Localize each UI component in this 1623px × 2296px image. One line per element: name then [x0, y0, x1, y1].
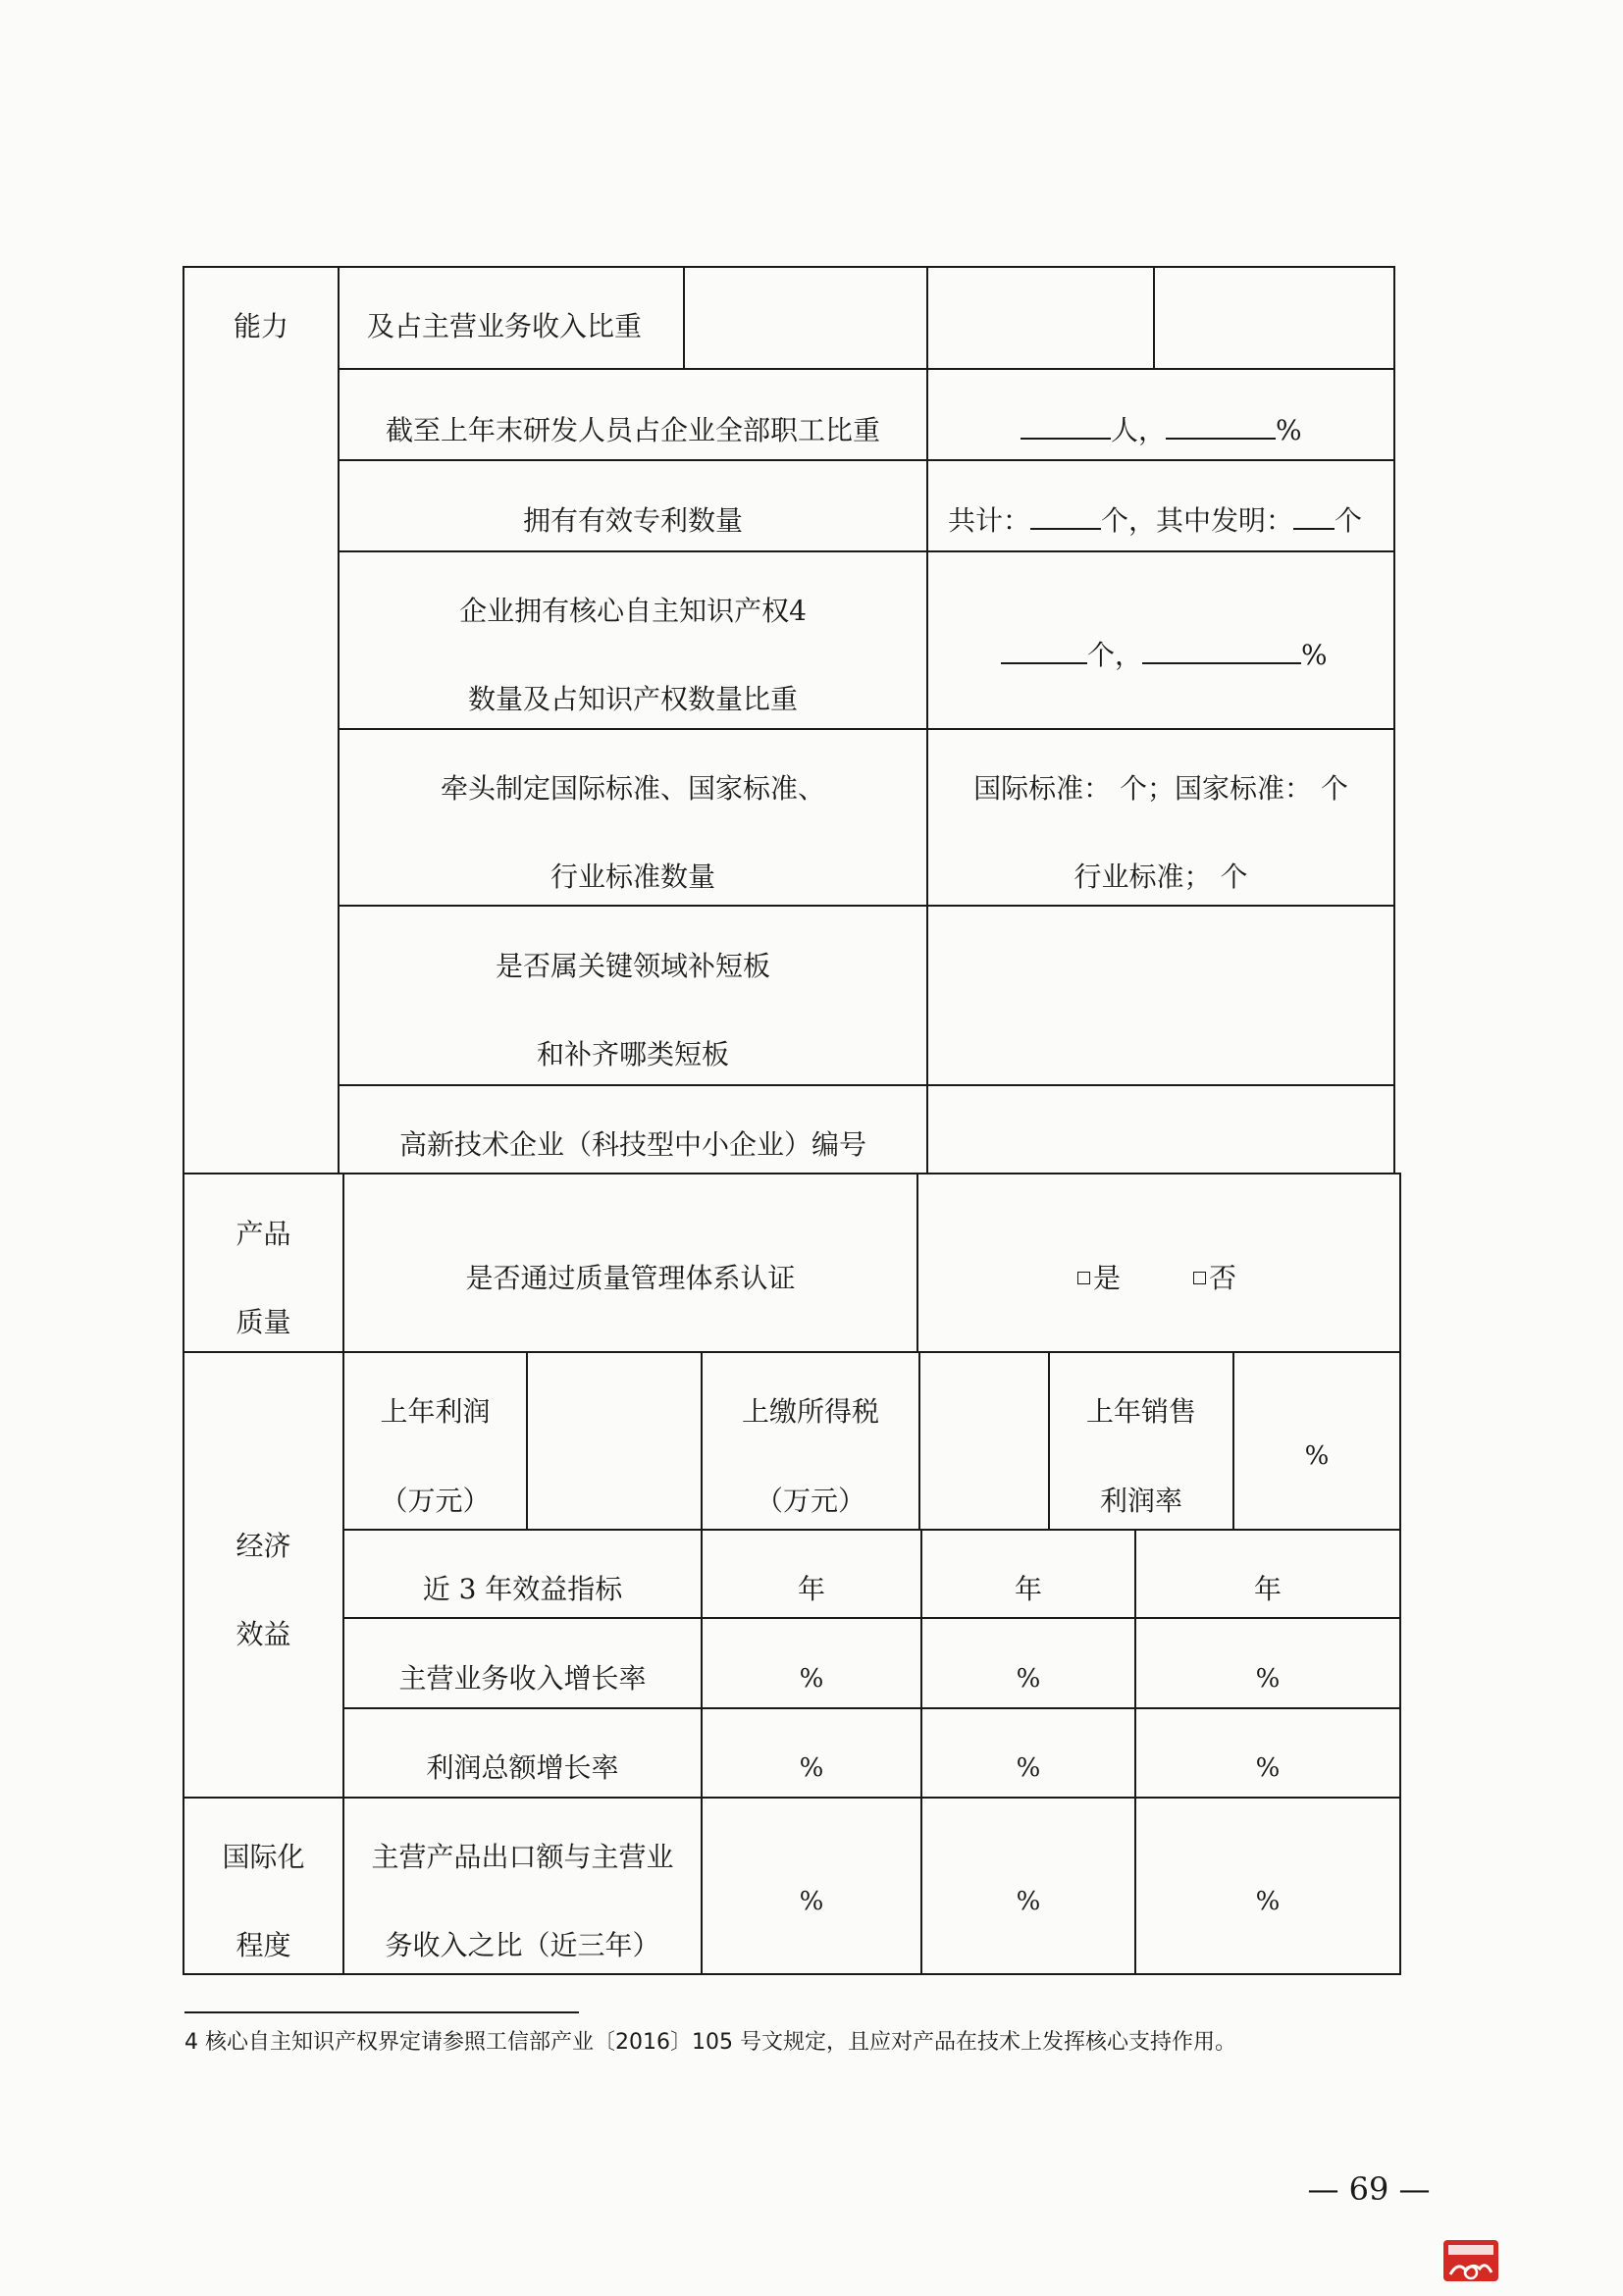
- year-cell-1: 年: [797, 1573, 825, 1605]
- blank-field[interactable]: [1030, 504, 1101, 530]
- page-number: — 69 —: [1307, 2170, 1431, 2208]
- category-ability: 能力: [233, 310, 288, 342]
- revenue-share-label: 及占主营业务收入比重: [367, 310, 643, 342]
- profit-growth-label: 利润总额增长率: [426, 1751, 619, 1784]
- checkbox-icon[interactable]: [1193, 1272, 1206, 1284]
- grid-line: [183, 1351, 1401, 1353]
- grid-line: [183, 1797, 1401, 1799]
- grid-line: [183, 266, 1395, 268]
- standards-label-line2: 行业标准数量: [550, 861, 715, 893]
- export-ratio-value-2: %: [1016, 1887, 1041, 1916]
- checkbox-icon[interactable]: [1077, 1272, 1090, 1284]
- rd-staff-unit-people: 人，: [1111, 414, 1167, 446]
- footnote: 4 核心自主知识产权界定请参照工信部产业〔2016〕105 号文规定，且应对产品在技术上发挥核心支持作用。: [184, 2030, 1236, 2055]
- profit-label-line1: 上年利润: [380, 1395, 491, 1428]
- tax-label-line2: （万元）: [755, 1485, 865, 1517]
- revenue-growth-label: 主营业务收入增长率: [398, 1662, 647, 1695]
- grid-line: [338, 550, 1395, 552]
- grid-line: [342, 1617, 1401, 1619]
- profit-growth-value-2: %: [1016, 1753, 1041, 1783]
- tax-label-line1: 上缴所得税: [741, 1395, 879, 1428]
- category-quality-line1: 产品: [236, 1218, 291, 1250]
- revenue-growth-value-1: %: [799, 1664, 824, 1694]
- option-no-label: 否: [1209, 1262, 1237, 1294]
- category-international-line2: 程度: [236, 1929, 291, 1961]
- patents-unit: 个: [1335, 504, 1363, 537]
- blank-field[interactable]: [1142, 639, 1301, 664]
- grid-line: [183, 1173, 1401, 1174]
- ip-unit-count: 个，: [1087, 639, 1143, 671]
- patents-label: 拥有有效专利数量: [522, 504, 743, 537]
- blank-field[interactable]: [1293, 504, 1335, 530]
- profit-growth-value-3: %: [1255, 1753, 1281, 1783]
- profit-growth-value-1: %: [799, 1753, 824, 1783]
- standards-value-line2: 行业标准； 个: [1073, 861, 1248, 893]
- grid-line: [1153, 266, 1155, 370]
- category-economic-line1: 经济: [236, 1530, 291, 1562]
- standards-label-line1: 牵头制定国际标准、国家标准、: [440, 772, 825, 805]
- blank-field[interactable]: [1021, 414, 1111, 440]
- key-field-label-line1: 是否属关键领域补短板: [495, 950, 770, 982]
- margin-label-line2: 利润率: [1099, 1485, 1182, 1517]
- grid-line: [338, 728, 1395, 730]
- three-year-label: 近 3 年效益指标: [422, 1573, 623, 1605]
- rd-staff-unit-percent: %: [1276, 414, 1302, 446]
- revenue-growth-value-3: %: [1255, 1664, 1281, 1694]
- grid-line: [338, 459, 1395, 461]
- ip-value: [1001, 639, 1328, 672]
- rd-staff-value: [1021, 414, 1302, 447]
- grid-line: [342, 1529, 1401, 1531]
- ip-label-line2: 数量及占知识产权数量比重: [467, 683, 798, 715]
- grid-line: [183, 1973, 1401, 1975]
- grid-line: [342, 1707, 1401, 1709]
- footnote-rule: [184, 2011, 579, 2013]
- patents-invention-label: 个，其中发明：: [1101, 504, 1294, 537]
- key-field-label-line2: 和补齐哪类短板: [536, 1038, 729, 1070]
- option-yes-label: 是: [1093, 1262, 1122, 1294]
- patents-total-label: 共计：: [948, 504, 1031, 537]
- patents-value: [948, 504, 1362, 538]
- margin-label-line1: 上年销售: [1085, 1395, 1196, 1428]
- hitech-label: 高新技术企业（科技型中小企业）编号: [398, 1128, 866, 1161]
- blank-field[interactable]: [1166, 414, 1276, 440]
- standards-value-line1: 国际标准： 个；国家标准： 个: [973, 772, 1348, 805]
- export-ratio-label-line1: 主营产品出口额与主营业: [371, 1841, 674, 1873]
- category-quality-line2: 质量: [236, 1306, 291, 1338]
- grid-line: [683, 266, 685, 370]
- year-cell-3: 年: [1253, 1573, 1282, 1605]
- grid-line: [1393, 266, 1395, 1174]
- hitech-value-cell[interactable]: [928, 1086, 1393, 1173]
- key-field-value-cell[interactable]: [928, 907, 1393, 1084]
- profit-label-line2: （万元）: [380, 1485, 491, 1517]
- tax-value-cell[interactable]: [920, 1353, 1048, 1529]
- grid-line: [338, 368, 1395, 370]
- category-economic-line2: 效益: [236, 1618, 291, 1650]
- grid-line: [1399, 1173, 1401, 1975]
- year-cell-2: 年: [1014, 1573, 1042, 1605]
- quality-option-yes[interactable]: [1077, 1262, 1121, 1295]
- quality-option-no[interactable]: [1193, 1262, 1236, 1295]
- profit-value-cell[interactable]: [528, 1353, 701, 1529]
- export-ratio-value-3: %: [1255, 1887, 1281, 1916]
- ip-label-line1: 企业拥有核心自主知识产权4: [459, 595, 807, 627]
- quality-cert-label: 是否通过质量管理体系认证: [465, 1262, 796, 1294]
- stamp-logo-icon: [1442, 2239, 1499, 2282]
- grid-line: [183, 266, 184, 1975]
- category-international-line1: 国际化: [222, 1841, 305, 1873]
- export-ratio-label-line2: 务收入之比（近三年）: [385, 1929, 660, 1961]
- ip-unit-percent: %: [1301, 639, 1328, 671]
- export-ratio-value-1: %: [799, 1887, 824, 1916]
- revenue-growth-value-2: %: [1016, 1664, 1041, 1694]
- margin-unit: %: [1304, 1441, 1330, 1471]
- rd-staff-label: 截至上年末研发人员占企业全部职工比重: [385, 414, 880, 446]
- blank-field[interactable]: [1001, 639, 1087, 664]
- grid-line: [916, 1173, 918, 1353]
